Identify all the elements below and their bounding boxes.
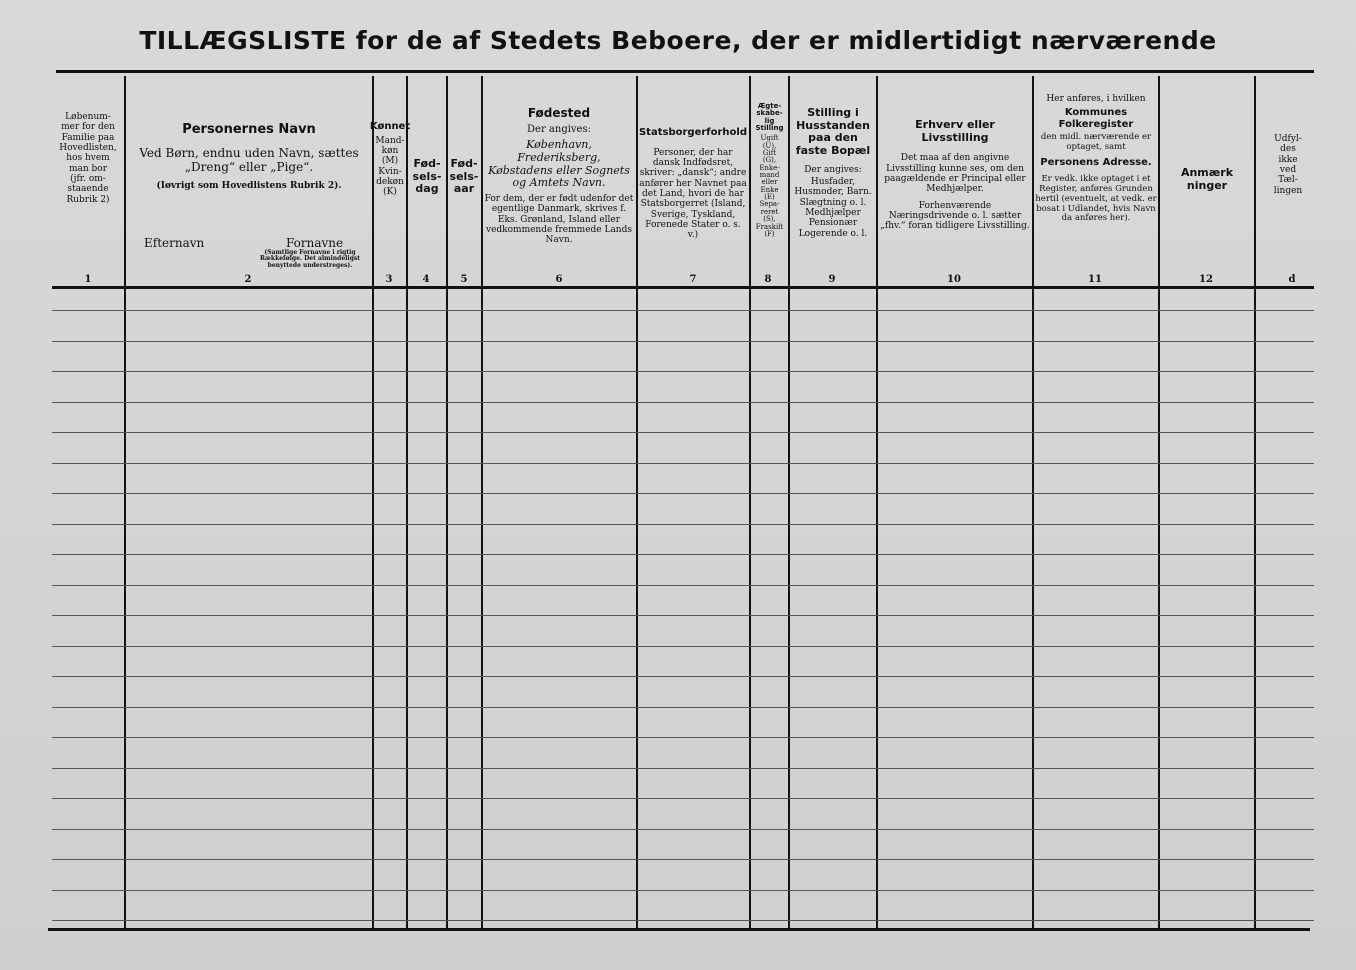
column-5-header [448, 155, 480, 355]
header-line: Tæl- [1278, 175, 1298, 186]
header-line: (K) [383, 187, 397, 198]
table-row [52, 310, 1314, 311]
header-line: Familie paa [61, 132, 115, 143]
header-line: (S), [763, 215, 776, 224]
column-divider [1254, 76, 1256, 928]
column-title: Kommunes Folkeregister [1058, 107, 1134, 130]
column-text: Er vedk. ikke optaget i et Register, anføres Grunden hertil (eventuelt, at vedk. er bosat i Udlandet, hvis Navn da anføres her). [1035, 174, 1157, 224]
column-text: Der angives: [804, 164, 862, 175]
column-7-header [639, 124, 747, 324]
column-title: Fød-sels-aar [449, 157, 479, 196]
column-text: den midl. nærværende er optaget, samt [1040, 132, 1152, 153]
column-title: Fødested [527, 106, 591, 120]
table-row [52, 554, 1314, 555]
header-line: Udfyl- [1274, 134, 1302, 144]
column-11-header [1035, 94, 1157, 294]
table-row [52, 524, 1314, 525]
table-row [52, 615, 1314, 616]
table-row [52, 432, 1314, 433]
column-divider [876, 76, 878, 928]
column-text: For dem, der er født udenfor det egentlige Danmark, skrives f. Eks. Grønland, Island eller vedkommende fremmede Lands Navn. [484, 193, 634, 246]
header-line: Løbenum- [65, 112, 111, 122]
column-10-header [880, 116, 1030, 316]
table-row [52, 646, 1314, 647]
header-line: (E) [764, 193, 775, 202]
column-number: 6 [555, 274, 563, 285]
header-line: reret [760, 207, 779, 216]
header-line: eller [761, 178, 778, 187]
column-title: Ægte-skabe-lig Stilling [755, 102, 784, 133]
table-row [52, 707, 1314, 708]
header-line: Gift [762, 149, 777, 158]
column-number: 8 [764, 274, 772, 285]
column-3-header [369, 118, 411, 318]
column-title: Fød-sels-dag [412, 157, 442, 196]
header-line: (jfr. om- [70, 174, 106, 185]
table-row [52, 463, 1314, 464]
table-row [52, 859, 1314, 860]
table-row [52, 341, 1314, 342]
column-title: Personernes Navn [182, 122, 316, 137]
column-text: Personer, der har dansk Indfødsret, skriver: „dansk“; andre anfører her Navnet paa det Land, hvori de har Statsborgerret (Island, Sverige, Tyskland, Forenede Stater o. s. v.) [639, 147, 747, 241]
column-number: 3 [385, 274, 393, 285]
header-line: Fraskilt [755, 222, 784, 231]
header-line: man bor [68, 163, 108, 174]
column-8-header [751, 100, 788, 300]
column-divider [788, 76, 790, 928]
column-title: Erhverv eller Livsstilling [915, 118, 995, 144]
column-text: „Dreng“ eller „Pige“. [184, 159, 314, 174]
column-number: 7 [689, 274, 697, 285]
column-number: 10 [947, 274, 961, 285]
header-line: (M) [381, 156, 399, 167]
table-row [52, 402, 1314, 403]
column-title: Anmærkninger [1180, 166, 1234, 192]
header-line: køn [381, 145, 399, 156]
header-line: ved [1279, 165, 1297, 176]
header-line: Sepa- [759, 200, 780, 209]
column-divider [636, 76, 638, 928]
header-line: des [1280, 144, 1296, 155]
column-number: 1 [84, 274, 92, 285]
header-line: ikke [1278, 154, 1298, 165]
column-text: Forhenværende Næringsdrivende o. l. sætter „fhv.“ foran tidligere Livsstilling. [880, 200, 1030, 232]
header-line: Enke- [759, 163, 780, 172]
table-row [52, 890, 1314, 891]
table-row [52, 585, 1314, 586]
column-divider [1032, 76, 1034, 928]
column-number: 5 [460, 274, 468, 285]
column-divider [406, 76, 408, 928]
header-line: staaende [67, 184, 109, 195]
fornavne-label: Fornavne [286, 236, 344, 250]
top-rule [56, 70, 1314, 73]
efternavn-label: Efternavn [144, 236, 205, 250]
column-number: 12 [1199, 274, 1213, 285]
table-row [52, 493, 1314, 494]
header-line: hos hvem [66, 153, 110, 164]
header-line: Mand- [375, 135, 405, 146]
header-line: Hovedlisten, [59, 143, 117, 154]
column-12-header [1168, 164, 1246, 364]
header-line: Ugift [760, 134, 779, 143]
table-row [52, 371, 1314, 372]
header-line: (F) [764, 229, 775, 238]
column-title: Stilling i Husstanden paa den faste Bopæl [795, 106, 871, 157]
column-divider [1158, 76, 1160, 928]
table-row [52, 798, 1314, 799]
form-title: TILLÆGSLISTE for de af Stedets Beboere, der er midlertidigt nærværende [139, 26, 1217, 55]
header-line: Kvin- [378, 166, 402, 177]
column-number: 2 [244, 274, 252, 285]
column-4-header [410, 155, 444, 355]
column-text: (Iøvrigt som Hovedlistens Rubrik 2). [156, 180, 342, 191]
column-text: Der angives: [527, 123, 591, 135]
column-text: Her anføres, i hvilken [1046, 94, 1146, 104]
header-line: mand [759, 171, 780, 180]
column-title: Personens Adresse. [1040, 156, 1152, 168]
header-line: dekøn [376, 176, 404, 187]
header-line: (G), [762, 156, 777, 165]
column-divider [481, 76, 483, 928]
table-row [52, 676, 1314, 677]
table-row [52, 829, 1314, 830]
header-line: (U), [762, 141, 777, 150]
column-text: Ved Børn, endnu uden Navn, sættes [139, 145, 359, 160]
column-text: København, Frederiksberg, Købstadens eller Sognets og Amtets Navn. [488, 138, 630, 190]
column-title: Statsborgerforhold [638, 127, 748, 138]
column-number: d [1288, 274, 1296, 285]
table-row [52, 920, 1314, 921]
header-line: mer for den [61, 122, 115, 133]
column-title: Kønnet [369, 121, 411, 132]
column-2-header [126, 120, 372, 320]
header-line: Rubrik 2) [66, 194, 110, 205]
column-text: Det maa af den angivne Livsstilling kunne ses, om den paagældende er Principal eller Medhjælper. [884, 153, 1026, 195]
column-number: 9 [828, 274, 836, 285]
column-d-header [1258, 134, 1318, 334]
bottom-rule [48, 928, 1310, 931]
fornavne-note: (Samtlige Fornavne i rigtig Rækkefølge. Det almindeligst benyttede understreges). [259, 249, 361, 269]
header-line: Enke [760, 185, 779, 194]
column-text: Husfader, Husmoder, Barn. Slægtning o. l. Medhjælper Pensionær Logerende o. l. [794, 176, 872, 239]
table-row [52, 737, 1314, 738]
column-number: 4 [422, 274, 430, 285]
table-row [52, 768, 1314, 769]
column-number: 11 [1088, 274, 1102, 285]
header-line: lingen [1273, 185, 1303, 196]
